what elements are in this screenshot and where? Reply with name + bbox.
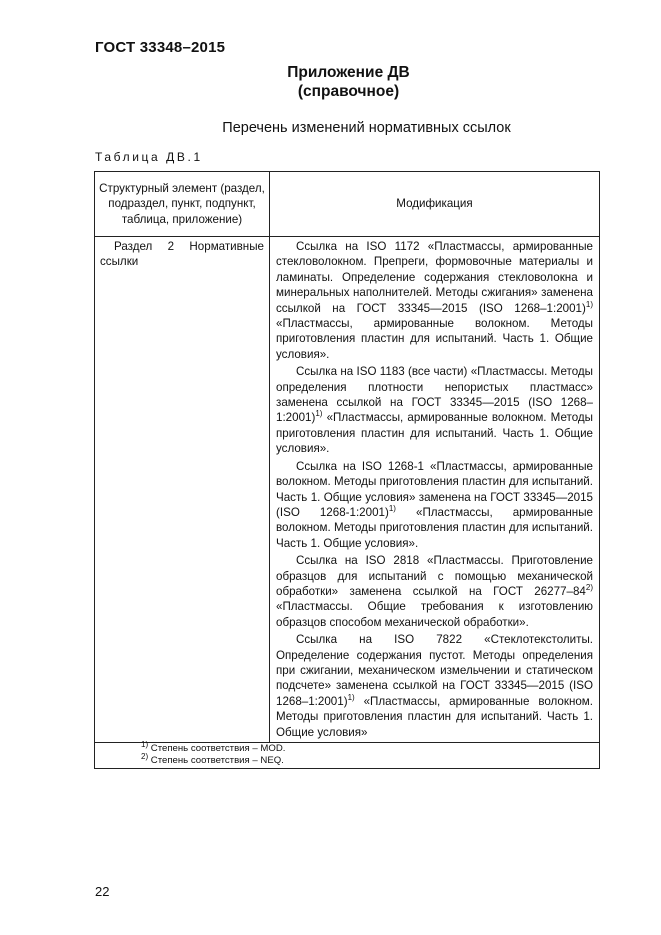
row-modification-cell	[270, 237, 600, 743]
row-element-cell	[95, 237, 270, 743]
modification-paragraph: Ссылка на ISO 7822 «Стеклотекстолиты. Определение содержания пустот. Методы определения при сжигании, механическом измельчении и статическом подсчете» заменена ссылкой на ГОСТ 33345—2015 (ISO 1268–1:2001)$^{1)}$ «Пластмассы, армированные волокном. Методы приготовления пластин для испытаний. Часть 1. Общие условия»	[276, 633, 593, 739]
modification-paragraph: Ссылка на ISO 1268-1 «Пластмассы, армированные волокном. Методы приготовления пластин для испытаний. Часть 1. Общие условия» заменена на ГОСТ 33345—2015 (ISO 1268-1:2001)$^{1)}$ «Пластмассы, армированные волокном. Методы приготовления пластин для испытаний. Часть 1. Общие условия».	[276, 459, 593, 550]
table-footnotes	[95, 739, 600, 769]
footnote-ref: 1)	[388, 504, 396, 514]
footnote: $^{2)}$ Степень соответствия – NEQ.	[141, 751, 284, 766]
page-number: 22	[95, 884, 110, 899]
footnote-ref: 1)	[585, 299, 593, 309]
footnote-ref: 2)	[585, 583, 593, 593]
header-structural-element: Структурный элемент (раздел, подраздел, пункт, подпункт, таблица, приложение)	[95, 172, 270, 237]
appendix-heading	[0, 64, 661, 101]
footnote-ref: 1)	[347, 692, 355, 702]
references-table	[94, 171, 600, 769]
appendix-subtitle: (справочное)	[297, 83, 400, 100]
table-header-row	[95, 172, 600, 237]
table-label: Таблица ДВ.1	[95, 150, 203, 164]
table-row	[95, 237, 600, 743]
document-code: ГОСТ 33348–2015	[95, 39, 226, 56]
appendix-title: Приложение ДВ	[287, 64, 410, 81]
header-modification: Модификация	[270, 172, 600, 237]
modification-paragraph: Ссылка на ISO 1172 «Пластмассы, армированные стекловолокном. Препреги, формовочные материалы и ламинаты. Определение содержания стекловолокна и минеральных наполнителей. Методы сжигания» заменена ссылкой на ГОСТ 33345—2015 (ISO 1268–1:2001)$^{1)}$ «Пластмассы, армированные волокном. Методы приготовления пластин для испытаний. Часть 1. Общие условия».	[276, 240, 593, 361]
footnote: $^{1)}$ Степень соответствия – MOD.	[141, 739, 286, 754]
row-element-text: Раздел 2 Нормативные ссылки	[100, 240, 264, 269]
modification-paragraph: Ссылка на ISO 1183 (все части) «Пластмассы. Методы определения плотности непористых пластмасс» заменена ссылкой на ГОСТ 33345—2015 (ISO 1268–1:2001)$^{1)}$ «Пластмассы, армированные волокном. Методы приготовления пластин для испытаний. Часть 1. Общие условия».	[276, 365, 593, 456]
modification-paragraph: Ссылка на ISO 2818 «Пластмассы. Приготовление образцов для испытаний с помощью механической обработки» заменена ссылкой на ГОСТ 26277–84$^{2)}$ «Пластмассы. Общие требования к изготовлению образцов способом механической обработки».	[276, 554, 593, 629]
table-footnote-row	[95, 743, 600, 769]
section-title: Перечень изменений нормативных ссылок	[222, 120, 511, 136]
footnote-ref: 1)	[315, 409, 323, 419]
